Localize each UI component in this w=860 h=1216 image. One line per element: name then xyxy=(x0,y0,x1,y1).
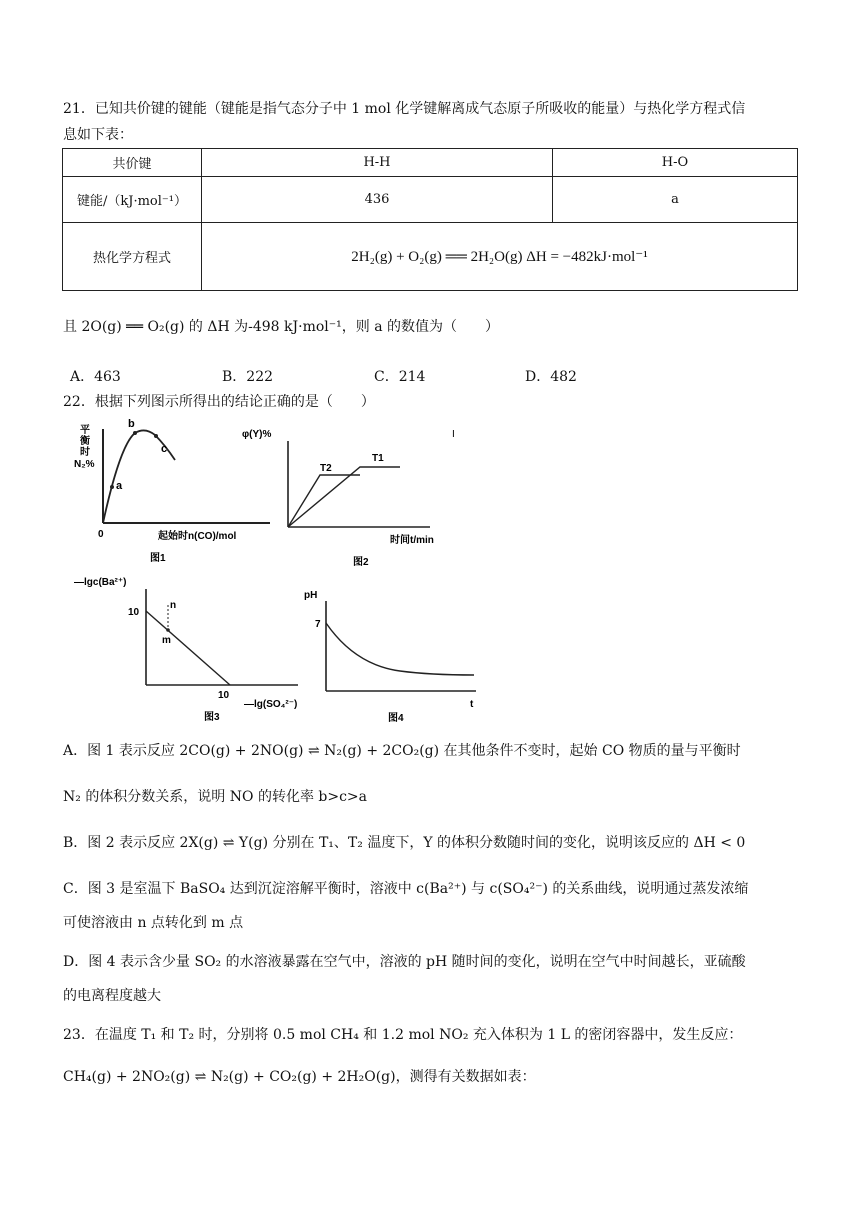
q21-stem-line1: 21．已知共价键的键能（键能是指气态分子中 1 mol 化学键解离成气态原子所吸收的能量）与热化学方程式信 xyxy=(63,101,746,117)
fig1-label-a: a xyxy=(116,480,123,492)
table-energy-ho: a xyxy=(553,177,798,223)
fig2-line-t2 xyxy=(288,475,360,527)
q21-option-b: B．222 xyxy=(222,369,274,385)
fig3-caption: 图3 xyxy=(204,712,220,723)
fig1-ylabel-2: 衡 xyxy=(80,436,90,447)
q21-option-d: D．482 xyxy=(525,369,577,385)
q22-stem: 22．根据下列图示所得出的结论正确的是（ ） xyxy=(63,394,375,410)
fig2-label-t1: T1 xyxy=(372,453,384,464)
figure-2 xyxy=(242,429,455,568)
q21-condition: 且 2O(g) ══ O₂(g) 的 ΔH 为-498 kJ·mol⁻¹，则 a 的数值为（ ） xyxy=(63,319,500,335)
table-header-hh: H-H xyxy=(202,149,553,177)
q21-option-a: A．463 xyxy=(70,369,121,385)
fig3-line xyxy=(146,611,230,685)
fig2-line-t1 xyxy=(288,467,400,527)
q23-stem-line2: CH₄(g) + 2NO₂(g) ⇌ N₂(g) + CO₂(g) + 2H₂O(g)，测得有关数据如表： xyxy=(63,1069,536,1085)
fig2-mark: I xyxy=(452,429,455,440)
q21-option-c: C．214 xyxy=(374,369,426,385)
q23-stem-line1: 23．在温度 T₁ 和 T₂ 时，分别将 0.5 mol CH₄ 和 1.2 mol NO₂ 充入体积为 1 L 的密闭容器中，发生反应： xyxy=(63,1027,743,1043)
fig1-ylabel-3: 时 xyxy=(80,447,90,458)
table-energy-hh: 436 xyxy=(202,177,553,223)
fig3-point-m xyxy=(166,628,170,632)
fig1-label-c: c xyxy=(161,443,168,455)
fig2-caption: 图2 xyxy=(353,557,369,568)
figure-1 xyxy=(74,418,270,564)
q21-stem-line2: 息如下表： xyxy=(63,127,133,143)
fig1-xlabel: 起始时n(CO)/mol xyxy=(158,531,237,542)
table-equation-label: 热化学方程式 xyxy=(63,223,202,291)
fig1-point-a xyxy=(110,485,114,489)
fig3-label-m: m xyxy=(162,635,171,646)
fig1-ylabel-4: N₂% xyxy=(74,459,95,470)
q22-option-c-line1: C．图 3 是室温下 BaSO₄ 达到沉淀溶解平衡时，溶液中 c(Ba²⁺) 与 c(SO₄²⁻) 的关系曲线，说明通过蒸发浓缩 xyxy=(63,881,749,897)
q22-option-d-line1: D．图 4 表示含少量 SO₂ 的水溶液暴露在空气中，溶液的 pH 随时间的变化，说明在空气中时间越长，亚硫酸 xyxy=(63,954,746,970)
q22-option-a-line1: A．图 1 表示反应 2CO(g) + 2NO(g) ⇌ N₂(g) + 2CO₂(g) 在其他条件不变时，起始 CO 物质的量与平衡时 xyxy=(63,743,741,759)
q22-option-a-line2: N₂ 的体积分数关系，说明 NO 的转化率 b>c>a xyxy=(63,789,368,805)
q22-option-b: B．图 2 表示反应 2X(g) ⇌ Y(g) 分别在 T₁、T₂ 温度下，Y 的体积分数随时间的变化，说明该反应的 ΔH < 0 xyxy=(63,835,746,851)
fig1-label-b: b xyxy=(128,418,135,430)
q22-figures xyxy=(70,415,510,730)
fig3-ytick: 10 xyxy=(128,607,140,618)
fig2-label-t2: T2 xyxy=(320,463,332,474)
fig1-ylabel-1: 平 xyxy=(80,425,90,436)
fig1-caption: 图1 xyxy=(150,553,166,564)
q22-option-c-line2: 可使溶液由 n 点转化到 m 点 xyxy=(63,915,244,931)
figure-4 xyxy=(304,590,476,724)
q22-option-d-line2: 的电离程度越大 xyxy=(63,988,161,1004)
fig2-xlabel: 时间t/min xyxy=(390,535,434,546)
fig3-ylabel: —lgc(Ba²⁺) xyxy=(74,577,127,588)
fig4-xlabel: t xyxy=(470,699,474,710)
figure-3 xyxy=(74,577,298,723)
fig3-label-n: n xyxy=(170,600,177,611)
fig4-ylabel: pH xyxy=(304,590,318,601)
fig3-xlabel: —lg(SO₄²⁻) xyxy=(244,699,298,710)
table-energy-label: 键能/（kJ·mol⁻¹） xyxy=(63,177,202,223)
table-equation-value: 2H₂(g) + O₂(g) ══ 2H₂O(g) ΔH = −482kJ·mol⁻¹ xyxy=(202,223,798,291)
fig2-ylabel: φ(Y)% xyxy=(242,429,272,440)
fig1-origin: 0 xyxy=(98,529,104,540)
table-header-bond: 共价键 xyxy=(63,149,202,177)
fig1-point-c xyxy=(154,434,158,438)
fig3-xtick: 10 xyxy=(218,690,230,701)
bond-energy-table xyxy=(62,148,798,291)
fig4-ytick: 7 xyxy=(315,619,321,630)
fig4-caption: 图4 xyxy=(388,713,404,724)
fig4-curve xyxy=(326,623,474,675)
table-header-ho: H-O xyxy=(553,149,798,177)
fig1-point-b xyxy=(133,431,137,435)
